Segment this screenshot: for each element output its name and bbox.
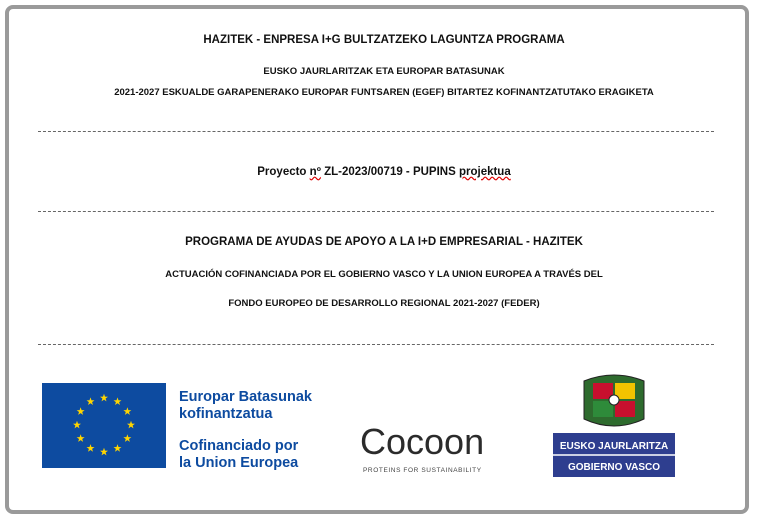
header-subtitle: EUSKO JAURLARITZAK ETA EUROPAR BATASUNAK: [263, 66, 505, 77]
dashed-separator: [38, 344, 714, 345]
cocoon-name: Cocoon: [360, 421, 485, 462]
eu-flag-icon: [42, 383, 166, 468]
eu-star-icon: [73, 421, 81, 429]
eu-star-icon: [87, 444, 95, 452]
basque-coat-of-arms-icon: [584, 375, 644, 426]
eu-text-line4: la Union Europea: [179, 455, 299, 471]
dashed-separator: [38, 131, 714, 132]
header-title: HAZITEK - ENPRESA I+G BULTZATZEKO LAGUNTZA PROGRAMA: [203, 34, 565, 46]
eu-star-icon: [77, 434, 85, 442]
eu-star-icon: [114, 444, 122, 452]
eu-cofinance-text: [179, 389, 312, 472]
eu-star-icon: [77, 407, 85, 415]
cocoon-tagline: PROTEINS FOR SUSTAINABILITY: [363, 467, 482, 474]
project-code: ZL-2023/00719 - PUPINS: [320, 166, 459, 178]
gv-line1: EUSKO JAURLARITZA: [559, 441, 669, 452]
project-line: [0, 166, 768, 178]
eu-star-icon: [123, 434, 131, 442]
spanish-line3: FONDO EUROPEO DE DESARROLLO REGIONAL 2021-2027 (FEDER): [228, 298, 540, 309]
project-prefix: Proyecto: [257, 166, 310, 178]
eu-star-icon: [100, 448, 108, 456]
project-no: nº: [309, 166, 321, 178]
eu-text-line1: Europar Batasunak: [179, 389, 312, 405]
header-operation: 2021-2027 ESKUALDE GARAPENERAKO EUROPAR FUNTSAREN (EGEF) BITARTEZ KOFINANTZATUTAKO ERAGIKETA: [114, 87, 654, 98]
eu-star-icon: [87, 397, 95, 405]
eu-star-icon: [114, 397, 122, 405]
eu-text-line3: Cofinanciado por: [179, 438, 299, 454]
spanish-line2: ACTUACIÓN COFINANCIADA POR EL GOBIERNO VASCO Y LA UNION EUROPEA A TRAVÉS DEL: [165, 269, 603, 280]
project-word: projektua: [458, 166, 511, 178]
spanish-title: PROGRAMA DE AYUDAS DE APOYO A LA I+D EMPRESARIAL - HAZITEK: [185, 236, 583, 248]
gobierno-vasco-logo: [553, 371, 675, 477]
cocoon-logo: [360, 420, 510, 480]
eu-text-line2: kofinantzatua: [179, 406, 273, 422]
gv-line2: GOBIERNO VASCO: [567, 462, 661, 473]
dashed-separator: [38, 211, 714, 212]
eu-star-icon: [100, 394, 108, 402]
eu-star-icon: [123, 407, 131, 415]
eu-star-icon: [127, 421, 135, 429]
